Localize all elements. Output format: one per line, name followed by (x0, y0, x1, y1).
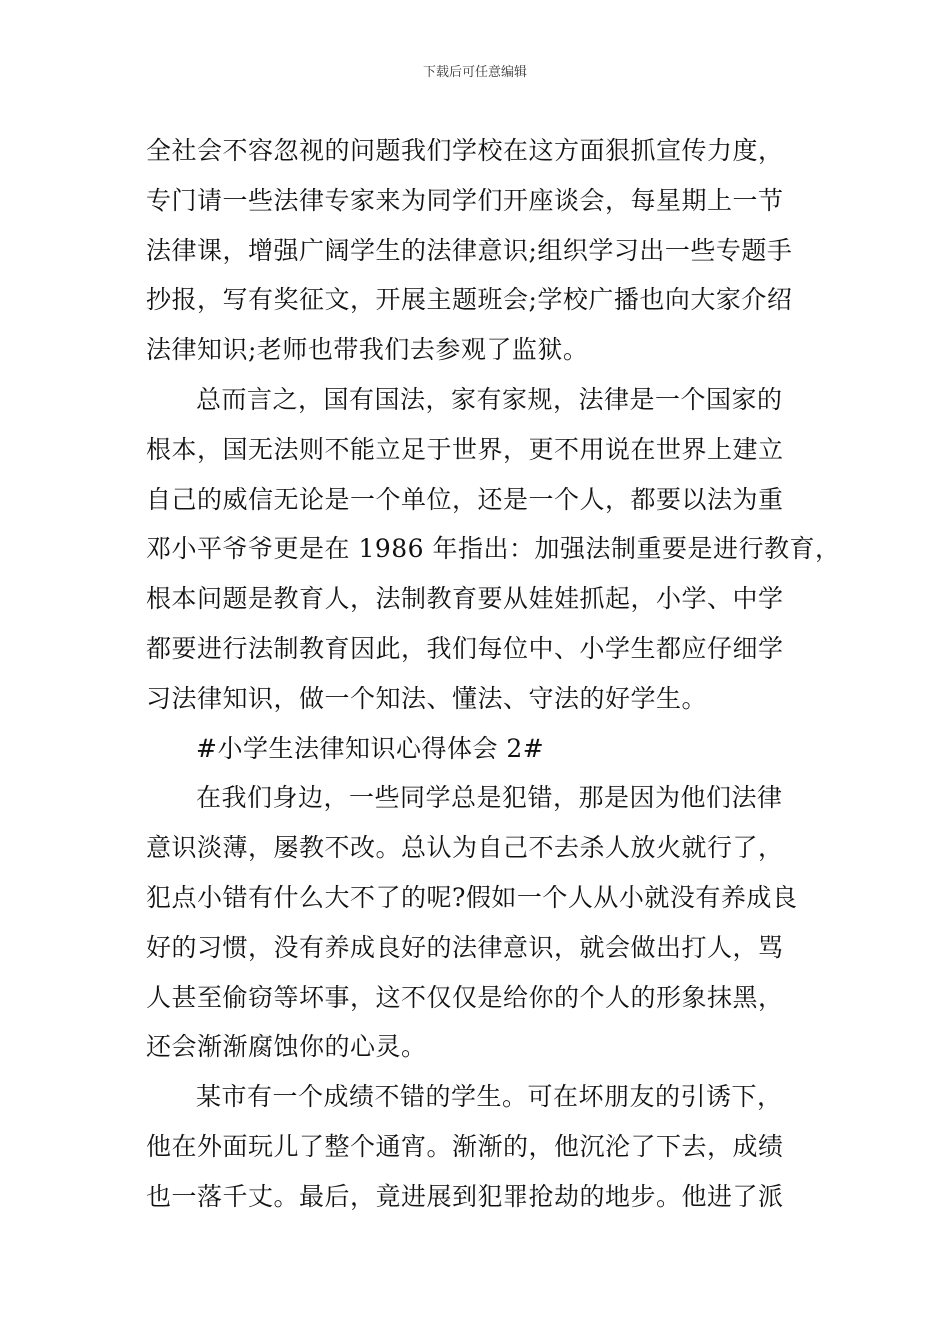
paragraph-first-line: 在我们身边，一些同学总是犯错，那是因为他们法律 (196, 783, 783, 813)
paragraph-first-line: 某市有一个成绩不错的学生。可在坏朋友的引诱下， (196, 1082, 783, 1112)
text-line: 人甚至偷窃等坏事，这不仅仅是给你的个人的形象抹黑， (146, 982, 784, 1012)
text-line: 习法律知识，做一个知法、懂法、守法的好学生。 (146, 683, 708, 713)
section-heading: #小学生法律知识心得体会 2# (196, 733, 545, 763)
text-line: 抄报，写有奖征文，开展主题班会;学校广播也向大家介绍 (146, 285, 793, 315)
text-line: 意识淡薄，屡教不改。总认为自己不去杀人放火就行了， (146, 833, 784, 863)
document-body (146, 126, 841, 1222)
text-line: 法律知识;老师也带我们去参观了监狱。 (146, 335, 589, 365)
paragraph-first-line: 总而言之，国有国法，家有家规，法律是一个国家的 (196, 384, 783, 414)
text-line: 专门请一些法律专家来为同学们开座谈会，每星期上一节 (146, 185, 784, 215)
text-line: 根本，国无法则不能立足于世界，更不用说在世界上建立 (146, 434, 784, 464)
text-line: 全社会不容忽视的问题我们学校在这方面狠抓宣传力度， (146, 136, 784, 165)
text-line: 还会渐渐腐蚀你的心灵。 (146, 1032, 427, 1062)
text-line: 邓小平爷爷更是在 1986 年指出：加强法制重要是进行教育， (146, 534, 841, 564)
text-line: 法律课，增强广阔学生的法律意识;组织学习出一些专题手 (146, 235, 793, 265)
text-line: 根本问题是教育人，法制教育要从娃娃抓起，小学、中学 (146, 584, 784, 614)
text-line: 也一落千丈。最后，竟进展到犯罪抢劫的地步。他进了派 (146, 1181, 784, 1211)
text-line: 犯点小错有什么大不了的呢?假如一个人从小就没有养成良 (146, 882, 798, 912)
text-line: 他在外面玩儿了整个通宵。渐渐的，他沉沦了下去，成绩 (146, 1131, 784, 1161)
text-line: 都要进行法制教育因此，我们每位中、小学生都应仔细学 (146, 633, 784, 663)
page-header: 下载后可任意编辑 (422, 65, 527, 80)
text-line: 好的习惯，没有养成良好的法律意识，就会做出打人，骂 (146, 932, 784, 962)
text-line: 自己的威信无论是一个单位，还是一个人，都要以法为重 (146, 484, 784, 514)
